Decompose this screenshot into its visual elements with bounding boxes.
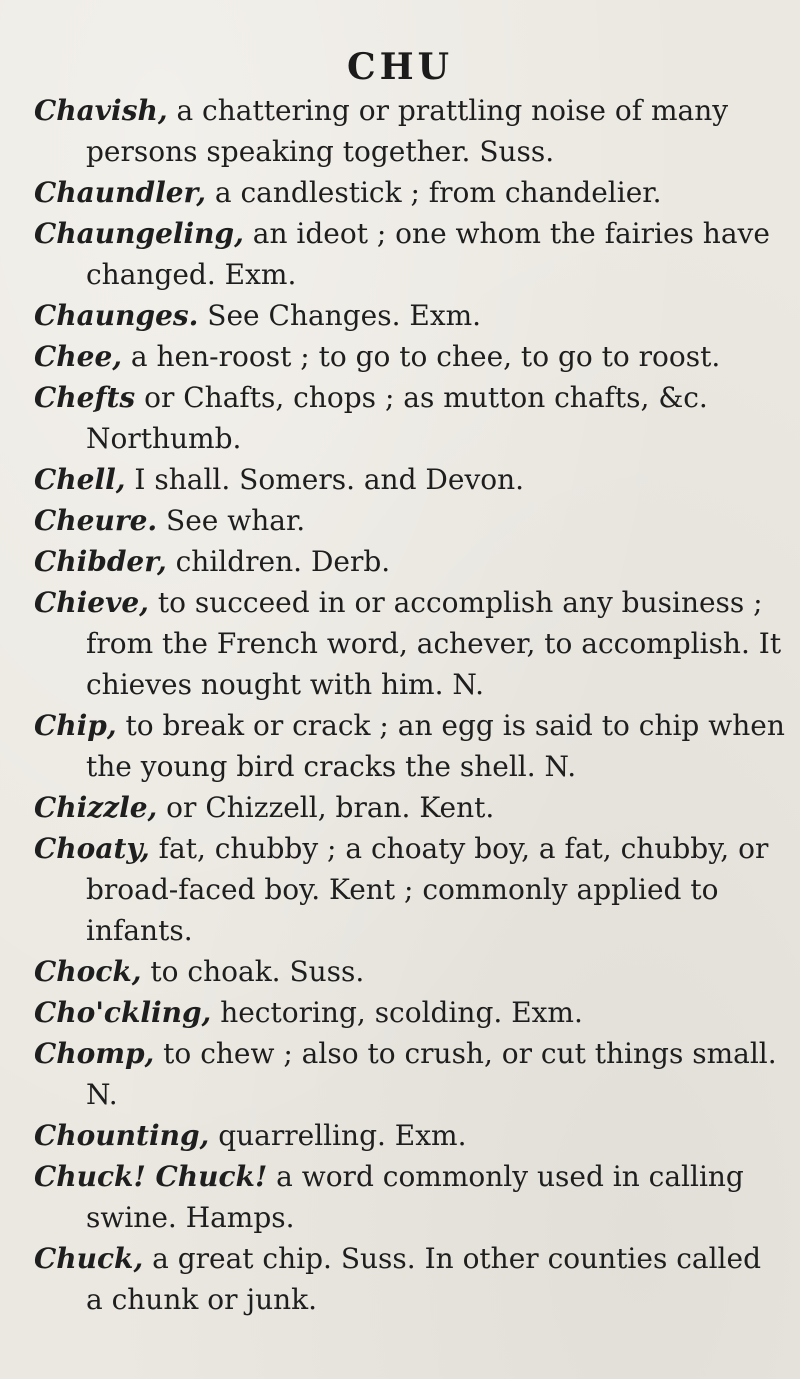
entry-definition: fat, chubby ; a choaty boy, a fat, chubby, or broad-faced boy. Kent ; commonly applied to infants. [86, 832, 769, 947]
entry-definition: hectoring, scolding. Exm. [211, 996, 583, 1029]
glossary-entry [34, 787, 786, 828]
glossary-entry [34, 90, 786, 172]
entry-definition: to succeed in or accomplish any business ; from the French word, achever, to accomplish. It chieves nought with him. N. [86, 586, 782, 701]
entry-definition: an ideot ; one whom the fairies have changed. Exm. [86, 217, 770, 291]
entry-headword: Chomp, [34, 1037, 155, 1070]
entry-definition: to chew ; also to crush, or cut things small. N. [86, 1037, 777, 1111]
entry-definition: to break or crack ; an egg is said to chip when the young bird cracks the shell. N. [86, 709, 785, 783]
glossary-entry [34, 172, 786, 213]
entry-headword: Chieve, [34, 586, 149, 619]
glossary-entry [34, 582, 786, 705]
entry-definition: to choak. Suss. [141, 955, 365, 988]
glossary-entries [34, 90, 786, 1320]
entry-definition: See Changes. Exm. [198, 299, 482, 332]
glossary-entry [34, 377, 786, 459]
entry-definition: See whar. [157, 504, 306, 537]
entry-definition: a hen-roost ; to go to chee, to go to roost. [122, 340, 721, 373]
glossary-entry [34, 828, 786, 951]
entry-headword: Chefts [34, 381, 136, 414]
entry-headword: Chuck! Chuck! [34, 1160, 268, 1193]
entry-headword: Chizzle, [34, 791, 158, 824]
entry-definition: or Chafts, chops ; as mutton chafts, &c. Northumb. [86, 381, 708, 455]
glossary-entry [34, 1238, 786, 1320]
entry-definition: a word commonly used in calling swine. Hamps. [86, 1160, 744, 1234]
glossary-entry [34, 459, 786, 500]
entry-headword: Chaungeling, [34, 217, 244, 250]
glossary-entry [34, 992, 786, 1033]
glossary-entry [34, 951, 786, 992]
entry-headword: Chaundler, [34, 176, 206, 209]
glossary-entry [34, 295, 786, 336]
glossary-entry [34, 1033, 786, 1115]
glossary-entry [34, 213, 786, 295]
entry-headword: Chaunges. [34, 299, 199, 332]
running-head: CHU [346, 46, 454, 88]
entry-definition: or Chizzell, bran. Kent. [157, 791, 495, 824]
entry-headword: Chibder, [34, 545, 167, 578]
entry-headword: Choaty, [34, 832, 150, 865]
entry-definition: children. Derb. [166, 545, 391, 578]
entry-definition: a great chip. Suss. In other counties called a chunk or junk. [86, 1242, 761, 1316]
glossary-entry [34, 705, 786, 787]
entry-headword: Cheure. [34, 504, 158, 537]
entry-headword: Chounting, [34, 1119, 210, 1152]
entry-definition: I shall. Somers. and Devon. [125, 463, 525, 496]
glossary-entry [34, 1115, 786, 1156]
entry-headword: Chee, [34, 340, 123, 373]
entry-headword: Chuck, [34, 1242, 144, 1275]
glossary-entry [34, 541, 786, 582]
entry-definition: quarrelling. Exm. [209, 1119, 467, 1152]
entry-headword: Chock, [34, 955, 142, 988]
entry-headword: Cho'ckling, [34, 996, 212, 1029]
entry-headword: Chell, [34, 463, 126, 496]
entry-headword: Chavish, [34, 94, 168, 127]
entry-headword: Chip, [34, 709, 117, 742]
glossary-entry [34, 1156, 786, 1238]
entry-definition: a chattering or prattling noise of many persons speaking together. Suss. [86, 94, 729, 168]
glossary-entry [34, 336, 786, 377]
entry-definition: a candlestick ; from chandelier. [206, 176, 662, 209]
glossary-entry [34, 500, 786, 541]
